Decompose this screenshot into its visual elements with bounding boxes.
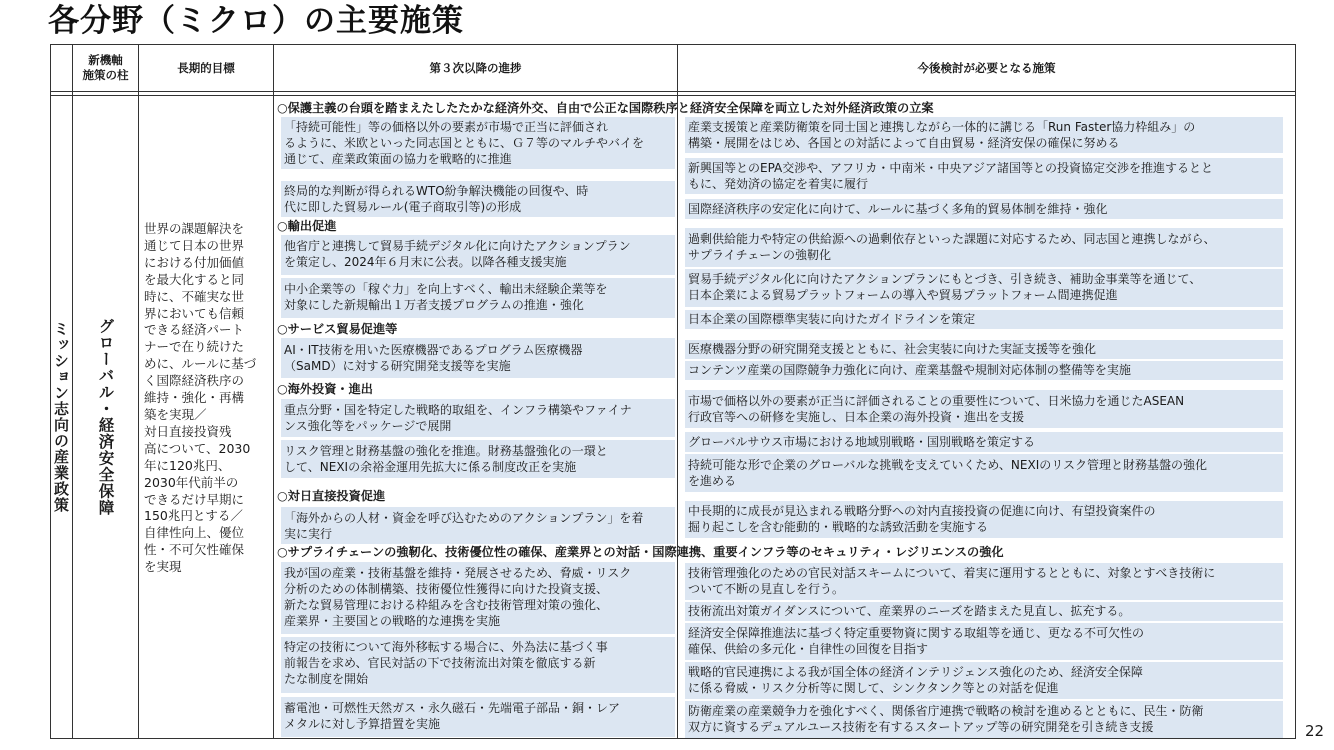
header-goal: 長期的目標: [177, 60, 235, 75]
progress-item: 終局的な判断が得られるWTO紛争解決機能の回復や、時 代に即した貿易ルール(電子商取引等)の形成: [281, 181, 675, 217]
section-title: ○海外投資・進出: [277, 382, 373, 396]
header-future: 今後検討が必要となる施策: [917, 60, 1056, 75]
pillar-label: グローバル・経済安全保障: [96, 318, 115, 516]
future-item: 日本企業の国際標準実装に向けたガイドラインを策定: [685, 310, 1283, 329]
future-item: 技術管理強化のための官民対話スキームについて、着実に運用するとともに、対象とすべき技術に ついて不断の見直しを行う。: [685, 563, 1283, 600]
future-item: 経済安全保障推進法に基づく特定重要物資に関する取組等を通じ、更なる不可欠性の 確保、供給の多元化・自律性の回復を目指す: [685, 623, 1283, 660]
long-term-goal: 世界の課題解決を 通じて日本の世界 における付加価値 を最大化すると同 時に、不確実な世 界においても信頼 できる経済パート ナーで在り続けた めに、ルールに基づ く国際経済秩序の 維持・強化・再構 築を実現／ 対日直接投資残 高について、2030 年に120兆円、 2030年代前半の できるだけ早期に 150兆円とする／ 自律性向上、優位 性・不可欠性確保 を実現: [144, 221, 257, 575]
future-item: 持続可能な形で企業のグローバルな挑戦を支えていくため、NEXIのリスク管理と財務基盤の強化 を進める: [685, 454, 1283, 492]
progress-item: 特定の技術について海外移転する場合に、外為法に基づく事 前報告を求め、官民対話の下で技術流出対策を徹底する新 たな制度を開始: [281, 637, 675, 693]
progress-item: 他省庁と連携して貿易手続デジタル化に向けたアクションプラン を策定し、2024年６月末に公表。以降各種支援実施: [281, 235, 675, 275]
future-item: 国際経済秩序の安定化に向けて、ルールに基づく多角的貿易体制を維持・強化: [685, 199, 1283, 219]
future-item: 新興国等とのEPA交渉や、アフリカ・中南米・中央アジア諸国等との投資協定交渉を推進するとと もに、発効済の協定を着実に履行: [685, 158, 1283, 194]
column-divider: [273, 45, 274, 738]
progress-item: 重点分野・国を特定した戦略的取組を、インフラ構築やファイナ ンス強化等をパッケージで展開: [281, 399, 675, 437]
header-pillar: 新機軸 施策の柱: [82, 53, 129, 82]
section-title: ○サプライチェーンの強靭化、技術優位性の確保、産業界との対話・国際連携、重要インフラ等のセキュリティ・レジリエンスの強化: [277, 545, 1004, 559]
header-progress: 第３次以降の進捗: [429, 60, 522, 75]
progress-item: 「海外からの人材・資金を呼び込むためのアクションプラン」を着 実に実行: [281, 507, 675, 544]
section-title: ○対日直接投資促進: [277, 489, 386, 503]
future-item: 過剰供給能力や特定の供給源への過剰依存といった課題に対応するため、同志国と連携しながら、 サプライチェーンの強靭化: [685, 228, 1283, 267]
header-separator: [51, 91, 1295, 96]
mission-label: ミッション志向の産業政策: [52, 321, 70, 513]
column-divider: [677, 45, 678, 738]
page-number: 22: [1305, 722, 1325, 740]
future-item: 市場で価格以外の要素が正当に評価されることの重要性について、日米協力を通じたASEAN 行政官等への研修を実施し、日本企業の海外投資・進出を支援: [685, 390, 1283, 428]
section-title: ○輸出促進: [277, 219, 337, 233]
progress-item: 「持続可能性」等の価格以外の要素が市場で正当に評価され るように、米欧といった同志国とともに、Ｇ７等のマルチやバイを 通じて、産業政策面の協力を戦略的に推進: [281, 117, 675, 169]
progress-item: リスク管理と財務基盤の強化を推進。財務基盤強化の一環と して、NEXIの余裕金運用先拡大に係る制度改正を実施: [281, 440, 675, 478]
future-item: 医療機器分野の研究開発支援とともに、社会実装に向けた実証支援等を強化: [685, 340, 1283, 359]
future-item: グローバルサウス市場における地域別戦略・国別戦略を策定する: [685, 432, 1283, 452]
future-item: コンテンツ産業の国際競争力強化に向け、産業基盤や規制対応体制の整備等を実施: [685, 361, 1283, 380]
future-item: 防衛産業の産業競争力を強化すべく、関係省庁連携で戦略の検討を進めるとともに、民生・防衛 双方に資するデュアルユース技術を有するスタートアップ等の研究開発を引き続き支援: [685, 701, 1283, 738]
future-item: 技術流出対策ガイダンスについて、産業界のニーズを踏まえた見直し、拡充する。: [685, 602, 1283, 621]
future-item: 産業支援策と産業防衛策を同士国と連携しながら一体的に講じる「Run Faster協力枠組み」の 構築・展開をはじめ、各国との対話によって自由貿易・経済安保の確保に努める: [685, 117, 1283, 153]
future-item: 戦略的官民連携による我が国全体の経済インテリジェンス強化のため、経済安全保障 に係る脅威・リスク分析等に関して、シンクタンク等との対話を促進: [685, 662, 1283, 699]
future-item: 中長期的に成長が見込まれる戦略分野への対内直接投資の促進に向け、有望投資案件の 掘り起こしを含む能動的・戦略的な誘致活動を実施する: [685, 501, 1283, 538]
column-divider: [138, 45, 139, 738]
section-title: ○サービス貿易促進等: [277, 322, 398, 336]
progress-item: AI・IT技術を用いた医療機器であるプログラム医療機器 （SaMD）に対する研究開発支援等を実施: [281, 338, 675, 378]
progress-item: 蓄電池・可燃性天然ガス・永久磁石・先端電子部品・銅・レア メタルに対し予算措置を実施: [281, 697, 675, 737]
slide-title: 各分野（ミクロ）の主要施策: [48, 3, 464, 39]
future-item: 貿易手続デジタル化に向けたアクションプランにもとづき、引き続き、補助金事業等を通じて、 日本企業による貿易プラットフォームの導入や貿易プラットフォーム間連携促進: [685, 269, 1283, 307]
progress-item: 我が国の産業・技術基盤を維持・発展させるため、脅威・リスク 分析のための体制構築、技術優位性獲得に向けた投資支援、 新たな貿易管理における枠組みを含む技術管理対策の強化、 産業界・主要国との戦略的な連携を実施: [281, 562, 675, 634]
policy-table: [50, 44, 1296, 739]
progress-item: 中小企業等の「稼ぐ力」を向上すべく、輸出未経験企業等を 対象にした新規輸出１万者支援プログラムの推進・強化: [281, 278, 675, 318]
section-title: ○保護主義の台頭を踏まえたしたたかな経済外交、自由で公正な国際秩序と経済安全保障を両立した対外経済政策の立案: [277, 101, 934, 115]
